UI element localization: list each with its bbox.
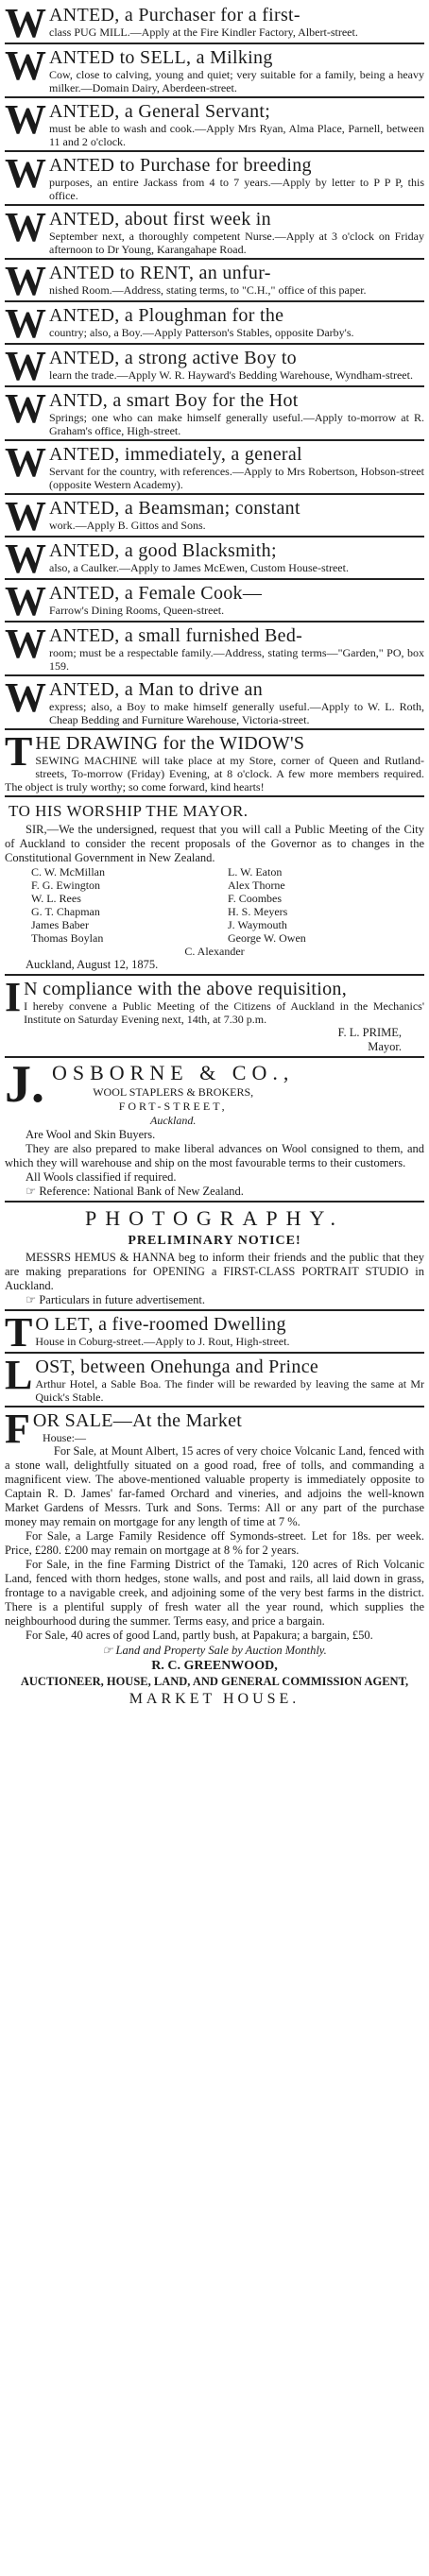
classified-ad [5, 152, 424, 206]
ad-body: Farrow's Dining Rooms, Queen-street. [49, 604, 225, 617]
ad-heading: ANTED, about first week in [49, 209, 271, 230]
ad-body: work.—Apply B. Gittos and Sons. [49, 519, 206, 532]
ad-body: Servant for the country, with references.—Apply to Mrs Robertson, Hobson-street (opposite Western Academy). [49, 465, 424, 491]
mayor-petition-body: SIR,—We the undersigned, request that you will call a Public Meeting of the City of Auckland to consider the recent proposals of the Governor as to changes in the Constitutional Government in New Zealand. [5, 823, 424, 864]
classified-ad [5, 98, 424, 152]
classified-ad [5, 387, 424, 441]
signature-name: G. T. Chapman [31, 905, 100, 918]
ad-body: I hereby convene a Public Meeting of the Citizens of Auckland in the Mechanics' Institute on Saturday Evening next, 14th, at 7.30 p.m. [24, 999, 424, 1026]
ad-heading: N compliance with the above requisition, [24, 979, 348, 999]
drop-cap: W [5, 345, 46, 387]
signature-last: C. Alexander [184, 945, 245, 958]
photography-ad [5, 1203, 424, 1311]
signature-name: Alex Thorne [228, 879, 285, 892]
auction-note [5, 1643, 424, 1658]
drop-cap: W [5, 44, 46, 89]
classified-ad [5, 44, 424, 98]
for-sale-ad [5, 1407, 424, 1711]
ad-body: purposes, an entire Jackass from 4 to 7 years.—Apply by letter to P P P, this office. [49, 176, 424, 202]
to-let-ad [5, 1311, 424, 1354]
drop-cap: T [5, 730, 33, 775]
signature-name: J. Waymouth [228, 918, 287, 931]
ad-heading: ANTED, a Beamsman; constant [49, 498, 300, 519]
for-sale-paragraph: For Sale, at Mount Albert, 15 acres of very choice Volcanic Land, fenced with a stone wall, delightfully situated on a good road, free of tolls, and commanding a magnificent view. The above-mentioned valuable property is immediately opposite to Captain R. D. James' far-famed Orchard and vineries, and adjoins the well-known Market Gardens of Messrs. Turk and Sons. Terms: All or any part of the purchase money may remain on mortgage for any length of time at 7 %. [5, 1444, 424, 1528]
signature-name: George W. Owen [228, 931, 306, 945]
drop-cap: F [5, 1407, 30, 1452]
ad-body: Cow, close to calving, young and quiet; very suitable for a family, being a heavy milker.—Domain Dairy, Aberdeen-street. [49, 68, 424, 94]
mayor-signature: F. L. PRIME, [337, 1026, 402, 1039]
ad-heading: ANTD, a smart Boy for the Hot [49, 390, 299, 411]
osborne-header [5, 1058, 424, 1128]
ad-body: country; also, a Boy.—Apply Patterson's Stables, opposite Darby's. [49, 326, 354, 339]
classified-ad [5, 623, 424, 676]
ad-body: Springs; one who can make himself generally useful.—Apply to-morrow at R. Graham's office, High-street. [49, 411, 424, 437]
signature-name: W. L. Rees [31, 892, 81, 905]
pointing-hand-icon: ☞ [102, 1644, 116, 1657]
ad-heading: ANTED to RENT, an unfur- [49, 263, 271, 283]
drop-cap: W [5, 98, 46, 143]
ad-body: express; also, a Boy to make himself generally useful.—Apply to W. L. Roth, Cheap Bedding and Furniture Warehouse, Victoria-street. [49, 700, 424, 726]
photography-title: PHOTOGRAPHY. [84, 1206, 345, 1230]
drop-cap: L [5, 1354, 33, 1398]
drop-cap: I [5, 976, 22, 1020]
ad-heading: ANTED to Purchase for breeding [49, 155, 312, 176]
signature-name: L. W. Eaton [228, 865, 283, 879]
for-sale-paragraph: For Sale, 40 acres of good Land, partly bush, at Papakura; a bargain, £50. [26, 1629, 373, 1642]
ad-heading: OR SALE—At the Market [32, 1410, 243, 1431]
drop-cap: W [5, 676, 46, 721]
classified-ad [5, 537, 424, 580]
osborne-p3: All Wools classified if required. [26, 1170, 177, 1184]
drop-cap: W [5, 537, 46, 580]
pointing-hand-icon: ☞ [26, 1185, 40, 1198]
classified-ad [5, 260, 424, 302]
ad-body: House in Coburg-street.—Apply to J. Rout, High-street. [35, 1335, 290, 1348]
mayor-role: Mayor. [368, 1040, 402, 1053]
ad-heading: ANTED, a Female Cook— [49, 583, 263, 604]
signature-name: James Baber [31, 918, 89, 931]
drop-cap: W [5, 623, 46, 667]
classified-ad [5, 580, 424, 623]
osborne-ad [5, 1058, 424, 1203]
drop-cap: W [5, 580, 46, 623]
for-sale-paragraphs [5, 1444, 424, 1643]
classified-ad [5, 730, 424, 797]
classified-ad [5, 345, 424, 387]
greenwood-name: R. C. GREENWOOD, [151, 1659, 278, 1673]
drop-cap: W [5, 260, 46, 302]
classified-ad [5, 441, 424, 495]
drop-cap: W [5, 206, 46, 250]
greenwood-role: AUCTIONEER, HOUSE, LAND, AND GENERAL COMMISSION AGENT, [20, 1675, 409, 1688]
photography-note [5, 1293, 424, 1307]
ad-body: must be able to wash and cook.—Apply Mrs Ryan, Alma Place, Parnell, between 11 and 2 o'clock. [49, 122, 424, 148]
ad-heading: ANTED, immediately, a general [49, 444, 302, 465]
newspaper-column [5, 0, 424, 1711]
osborne-initial: J. [5, 1058, 44, 1114]
signatures-grid [5, 865, 424, 945]
ad-body: room; must be a respectable family.—Address, stating terms—"Garden," PO, box 159. [49, 646, 424, 673]
signature-name: C. W. McMillan [31, 865, 106, 879]
auction-note-text: Land and Property Sale by Auction Monthly. [115, 1644, 327, 1657]
drop-cap: T [5, 1311, 33, 1354]
classified-ad [5, 206, 424, 260]
ad-body: SEWING MACHINE will take place at my Store, corner of Queen and Rutland-streets, To-morrow (Friday) Evening, at 8 o'clock. A few more members required. The object is truly worthy; so come forward, kind hearts! [5, 754, 424, 793]
osborne-p4 [5, 1185, 424, 1199]
osborne-p2: They are also prepared to make liberal advances on Wool consigned to them, and which they will warehouse and ship on the most favourable terms to their customers. [5, 1142, 424, 1169]
classified-ad [5, 302, 424, 345]
for-sale-paragraph: For Sale, a Large Family Residence off Symonds-street. Let for 18s. per week. Price, £280. £200 may remain on mortgage at 8 % for 2 years. [5, 1529, 424, 1557]
ad-heading: ANTED, a Ploughman for the [49, 305, 284, 326]
signature-name: Thomas Boylan [31, 931, 104, 945]
ad-heading: ANTED, a General Servant; [49, 101, 271, 122]
photography-subtitle: PRELIMINARY NOTICE! [128, 1234, 301, 1248]
ad-body: Arthur Hotel, a Sable Boa. The finder will be rewarded by leaving the same at Mr Quick's Stable. [35, 1377, 424, 1404]
photography-body: MESSRS HEMUS & HANNA beg to inform their friends and the public that they are making preparations for OPENING a FIRST-CLASS PORTRAIT STUDIO in Auckland. [5, 1251, 424, 1292]
osborne-line2: FORT-STREET, [118, 1100, 228, 1113]
drop-cap: W [5, 152, 46, 196]
photography-note-text: Particulars in future advertisement. [39, 1293, 205, 1306]
drop-cap: W [5, 387, 46, 432]
signature-name: F. G. Ewington [31, 879, 101, 892]
ad-heading: ANTED, a Man to drive an [49, 679, 264, 700]
ad-heading: ANTED, a Purchaser for a first- [49, 5, 300, 26]
drop-cap: W [5, 441, 46, 486]
osborne-reference: Reference: National Bank of New Zealand. [39, 1185, 244, 1198]
for-sale-sub: House:— [43, 1431, 86, 1444]
classified-ad [5, 2, 424, 44]
classified-ad [5, 676, 424, 730]
mayor-petition [5, 797, 424, 976]
market-house: MARKET HOUSE. [129, 1691, 300, 1707]
osborne-line3: Auckland. [150, 1114, 197, 1127]
ad-body: also, a Caulker.—Apply to James McEwen, Custom House-street. [49, 561, 349, 574]
ad-heading: ANTED, a good Blacksmith; [49, 540, 277, 561]
lost-ad [5, 1354, 424, 1407]
ad-heading: OST, between Onehunga and Prince [35, 1356, 319, 1377]
signature-name: H. S. Meyers [228, 905, 288, 918]
drop-cap: W [5, 302, 46, 345]
ad-body: nished Room.—Address, stating terms, to "C.H.," office of this paper. [49, 283, 367, 297]
ad-heading: ANTED, a strong active Boy to [49, 348, 297, 368]
petition-date: Auckland, August 12, 1875. [26, 958, 159, 971]
mayor-petition-title: TO HIS WORSHIP THE MAYOR. [9, 802, 249, 820]
ad-heading: ANTED, a small furnished Bed- [49, 625, 303, 646]
compliance-notice [5, 976, 424, 1058]
signature-name: F. Coombes [228, 892, 283, 905]
ad-body: September next, a thoroughly competent Nurse.—Apply at 3 o'clock on Friday afternoon to Dr Young, Karangahape Road. [49, 230, 424, 256]
ad-body: learn the trade.—Apply W. R. Hayward's Bedding Warehouse, Wyndham-street. [49, 368, 413, 382]
ad-body: class PUG MILL.—Apply at the Fire Kindler Factory, Albert-street. [49, 26, 358, 39]
ad-heading: O LET, a five-roomed Dwelling [35, 1314, 286, 1335]
osborne-title: OSBORNE & CO., [52, 1061, 295, 1084]
ad-heading: HE DRAWING for the WIDOW'S [35, 733, 305, 754]
drop-cap: W [5, 2, 46, 44]
ad-heading: ANTED to SELL, a Milking [49, 47, 273, 68]
osborne-p1: Are Wool and Skin Buyers. [26, 1128, 156, 1141]
for-sale-paragraph: For Sale, in the fine Farming District of the Tamaki, 120 acres of Rich Volcanic Land, fenced with thorn hedges, stone walls, and post and rails, all laid down in grass, frontage to a navigable creek, and adjoining some of the very best farms in the district. There is a plentiful supply of fresh water all the year round, which supplies the neighbourhood during the summer. Terms easy, and price a bargain. [5, 1558, 424, 1628]
classified-ad [5, 495, 424, 537]
pointing-hand-icon: ☞ [26, 1293, 40, 1306]
drop-cap: W [5, 495, 46, 537]
osborne-line1: WOOL STAPLERS & BROKERS, [93, 1085, 254, 1099]
classified-ads-list [5, 2, 424, 797]
